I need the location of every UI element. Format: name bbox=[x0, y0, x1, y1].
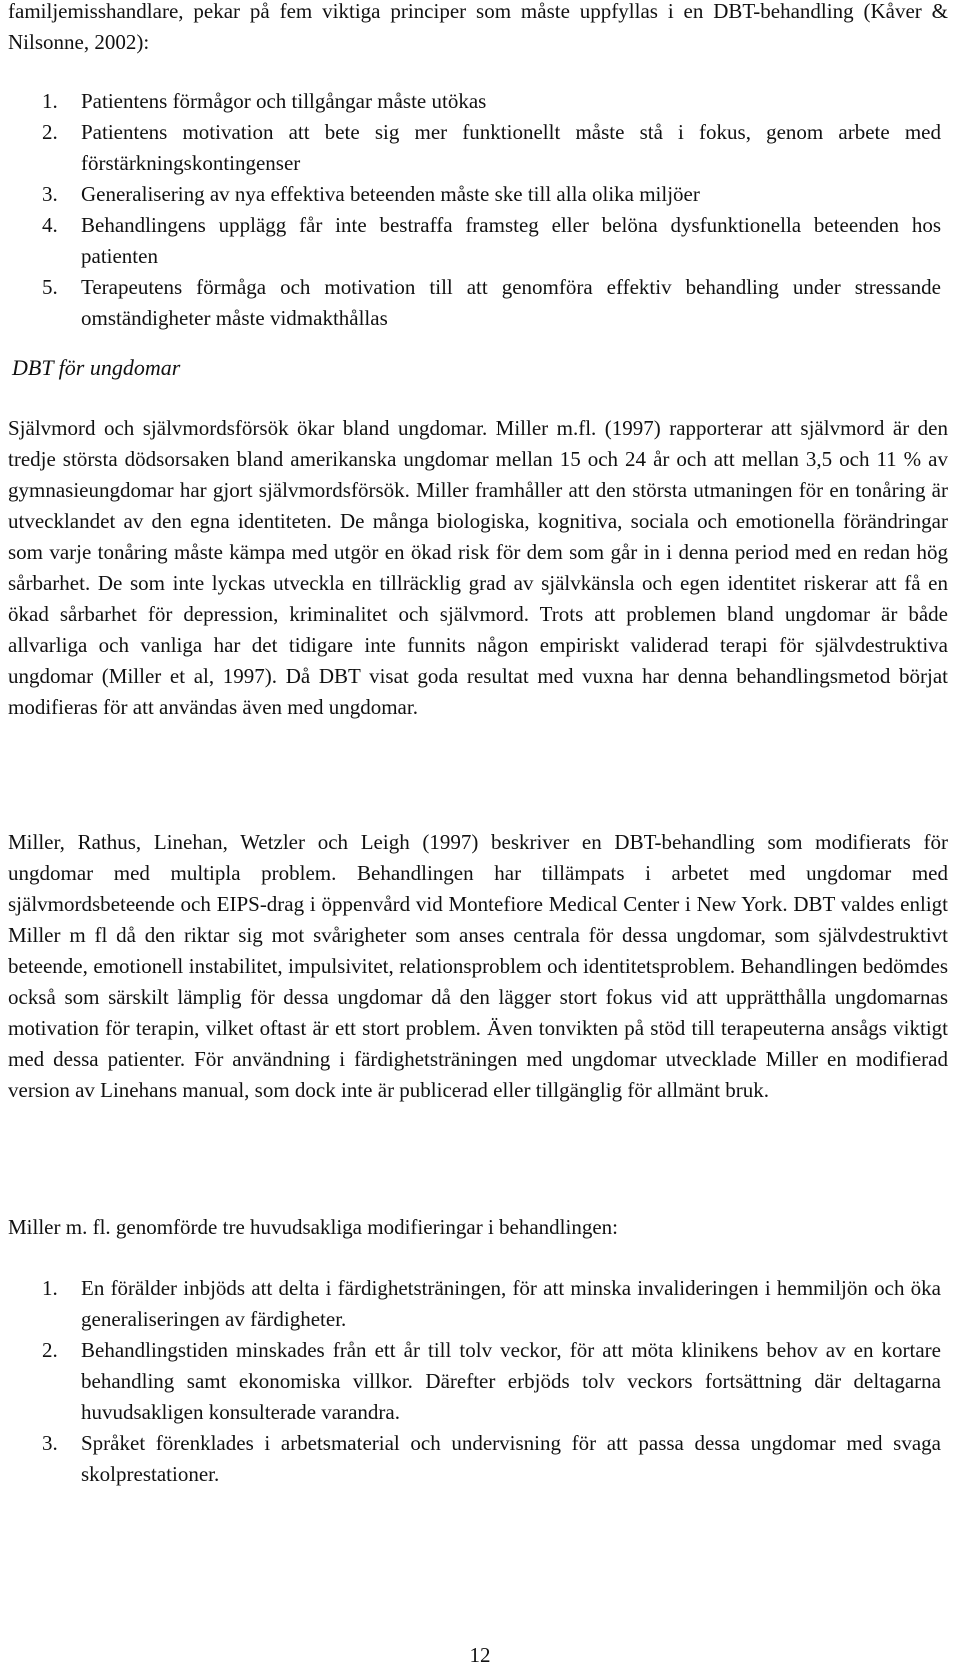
section-heading: DBT för ungdomar bbox=[12, 355, 181, 380]
list-item bbox=[0, 179, 960, 210]
list-item bbox=[0, 1335, 960, 1428]
list-item bbox=[0, 210, 960, 272]
list-item-text: Patientens förmågor och tillgångar måste utökas bbox=[81, 89, 487, 113]
list-item-number: 3. bbox=[42, 1431, 58, 1455]
list-item bbox=[0, 1428, 960, 1490]
list-item-text: Patientens motivation att bete sig mer funktionellt måste stå i fokus, genom arbete med förstärkningskontingenser bbox=[81, 120, 941, 175]
list-item-number: 5. bbox=[42, 275, 58, 299]
list-item bbox=[0, 1273, 960, 1335]
list-item-text: Behandlingstiden minskades från ett år till tolv veckor, för att möta klinikens behov av en kortare behandling samt ekonomiska villkor. Därefter erbjöds tolv veckors fortsättning där deltagarna huvudsakligen konsulterade varandra. bbox=[81, 1338, 941, 1424]
list-item-text: Språket förenklades i arbetsmaterial och undervisning för att passa dessa ungdomar med svaga skolprestationer. bbox=[81, 1431, 941, 1486]
list-item-number: 3. bbox=[42, 182, 58, 206]
list-item bbox=[0, 86, 960, 117]
list-item-number: 1. bbox=[42, 89, 58, 113]
list-item-text: Generalisering av nya effektiva beteenden måste ske till alla olika miljöer bbox=[81, 182, 700, 206]
list-item-number: 2. bbox=[42, 120, 58, 144]
list-item-text: Behandlingens upplägg får inte bestraffa framsteg eller belöna dysfunktionella beteenden hos patienten bbox=[81, 213, 941, 268]
body-paragraph-3: Miller m. fl. genomförde tre huvudsakliga modifieringar i behandlingen: bbox=[8, 1215, 619, 1239]
list-item bbox=[0, 117, 960, 179]
list-item bbox=[0, 272, 960, 334]
page-number: 12 bbox=[469, 1643, 491, 1667]
list-item-text: En förälder inbjöds att delta i färdighetsträningen, för att minska invalideringen i hemmiljön och öka generaliseringen av färdigheter. bbox=[81, 1276, 941, 1331]
list-item-number: 4. bbox=[42, 213, 58, 237]
list-item-text: Terapeutens förmåga och motivation till att genomföra effektiv behandling under stressande omständigheter måste vidmakthållas bbox=[81, 275, 941, 330]
body-paragraph-2: Miller, Rathus, Linehan, Wetzler och Leigh (1997) beskriver en DBT-behandling som modifierats för ungdomar med multipla problem. Behandlingen har tillämpats i arbetet med ungdomar med självmordsbeteende och EIPS-drag i öppenvård vid Montefiore Medical Center i New York. DBT valdes enligt Miller m fl då den riktar sig mot svårigheter som anses centrala för dessa ungdomar, som självdestruktivt beteende, emotionell instabilitet, impulsivitet, relationsproblem och identitetsproblem. Behandlingen bedömdes också som särskilt lämplig för dessa ungdomar då den lägger stort fokus vid att upprätthålla ungdomarnas motivation för terapin, vilket oftast är ett stort problem. Även tonvikten på stöd till terapeuterna ansågs viktigt med dessa patienter. För användning i färdighetsträningen med ungdomar utvecklade Miller en modifierad version av Linehans manual, som dock inte är publicerad eller tillgänglig för allmänt bruk. bbox=[8, 830, 948, 1102]
list-item-number: 1. bbox=[42, 1276, 58, 1300]
intro-paragraph: familjemisshandlare, pekar på fem viktiga principer som måste uppfyllas i en DBT-behandling (Kåver & Nilsonne, 2002): bbox=[8, 0, 948, 54]
list-item-number: 2. bbox=[42, 1338, 58, 1362]
principles-list bbox=[0, 86, 960, 334]
modifications-list bbox=[0, 1273, 960, 1490]
body-paragraph-1: Självmord och självmordsförsök ökar bland ungdomar. Miller m.fl. (1997) rapporterar att självmord är den tredje största dödsorsaken bland amerikanska ungdomar mellan 15 och 24 år och att mellan 3,5 och 11 % av gymnasieungdomar har gjort självmordsförsök. Miller framhåller att den största utmaningen för en tonåring är utvecklandet av den egna identiteten. De många biologiska, kognitiva, sociala och emotionella förändringar som varje tonåring måste kämpa med utgör en ökad risk för dem som går in i denna period med en redan hög sårbarhet. De som inte lyckas utveckla en tillräcklig grad av självkänsla och egen identitet riskerar att få en ökad sårbarhet för depression, kriminalitet och självmord. Trots att problemen bland ungdomar är både allvarliga och vanliga har det tidigare inte funnits någon empiriskt validerad terapi för självdestruktiva ungdomar (Miller et al, 1997). Då DBT visat goda resultat med vuxna har denna behandlingsmetod börjat modifieras för att användas även med ungdomar. bbox=[8, 416, 948, 719]
